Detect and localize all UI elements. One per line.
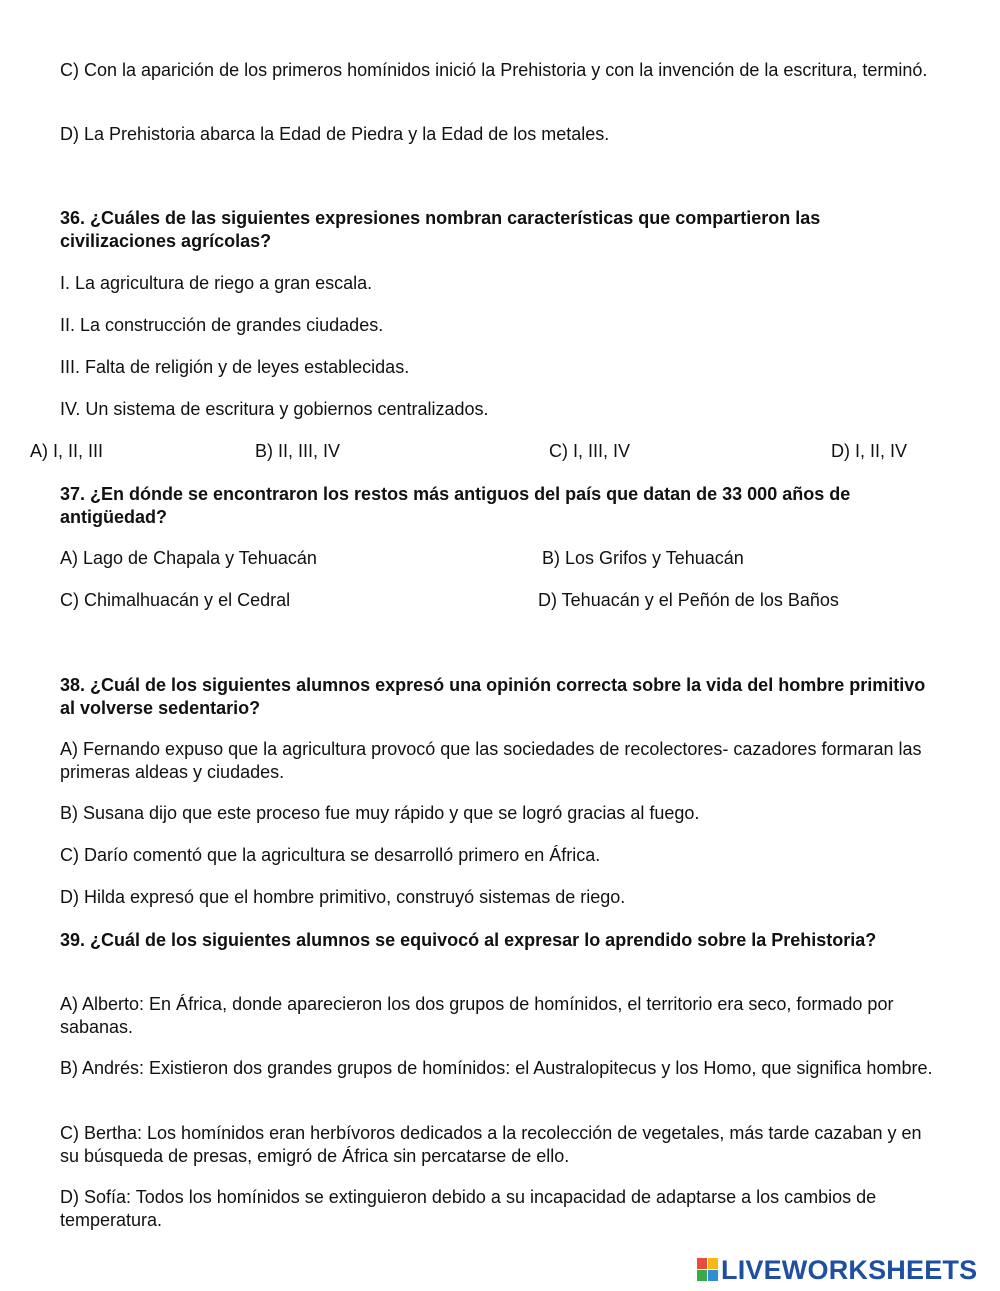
q39-option-a[interactable]: A) Alberto: En África, donde aparecieron los dos grupos de homínidos, el territorio era seco, formado por sabanas. bbox=[60, 994, 894, 1037]
question-36-title: 36. ¿Cuáles de las siguientes expresiones nombran características que compartieron las civilizaciones agrícolas? bbox=[60, 208, 821, 251]
q38-option-b[interactable]: B) Susana dijo que este proceso fue muy rápido y que se logró gracias al fuego. bbox=[60, 803, 700, 823]
q37-option-b[interactable]: B) Los Grifos y Tehuacán bbox=[542, 548, 744, 568]
q37-option-c[interactable]: C) Chimalhuacán y el Cedral bbox=[60, 590, 291, 610]
q39-option-d[interactable]: D) Sofía: Todos los homínidos se extinguieron debido a su incapacidad de adaptarse a los cambios de temperatura. bbox=[60, 1187, 877, 1230]
q36-answer-d[interactable]: D) I, II, IV bbox=[831, 441, 908, 461]
prev-option-c: C) Con la aparición de los primeros homínidos inició la Prehistoria y con la invención de la escritura, terminó. bbox=[60, 60, 928, 80]
q36-answer-a[interactable]: A) I, II, III bbox=[30, 441, 104, 461]
logo-blocks-icon bbox=[697, 1258, 719, 1282]
q38-option-a[interactable]: A) Fernando expuso que la agricultura provocó que las sociedades de recolectores- cazadores formaran las primeras aldeas y ciudades. bbox=[60, 739, 922, 782]
question-38-title: 38. ¿Cuál de los siguientes alumnos expresó una opinión correcta sobre la vida del hombre primitivo al volverse sedentario? bbox=[60, 675, 926, 718]
question-37-title: 37. ¿En dónde se encontraron los restos más antiguos del país que datan de 33 000 años de antigüedad? bbox=[60, 484, 851, 527]
q36-statement-4: IV. Un sistema de escritura y gobiernos centralizados. bbox=[60, 399, 489, 419]
logo-text: LIVEWORKSHEETS bbox=[721, 1255, 978, 1285]
prev-option-d: D) La Prehistoria abarca la Edad de Piedra y la Edad de los metales. bbox=[60, 124, 610, 144]
q36-statement-3: III. Falta de religión y de leyes establecidas. bbox=[60, 357, 410, 377]
q37-option-d[interactable]: D) Tehuacán y el Peñón de los Baños bbox=[538, 590, 839, 610]
q39-option-b[interactable]: B) Andrés: Existieron dos grandes grupos de homínidos: el Australopitecus y los Homo, que significa hombre. bbox=[60, 1058, 933, 1078]
q36-answer-row bbox=[0, 440, 1000, 463]
q37-option-a[interactable]: A) Lago de Chapala y Tehuacán bbox=[60, 548, 317, 568]
question-39-title: 39. ¿Cuál de los siguientes alumnos se equivocó al expresar lo aprendido sobre la Prehistoria? bbox=[60, 930, 877, 950]
q38-option-d[interactable]: D) Hilda expresó que el hombre primitivo, construyó sistemas de riego. bbox=[60, 887, 626, 907]
q36-statement-2: II. La construcción de grandes ciudades. bbox=[60, 315, 384, 335]
q36-answer-c[interactable]: C) I, III, IV bbox=[549, 441, 631, 461]
q37-options-row-2 bbox=[0, 589, 1000, 612]
liveworksheets-logo bbox=[697, 1255, 997, 1285]
q38-option-c[interactable]: C) Darío comentó que la agricultura se desarrolló primero en África. bbox=[60, 845, 601, 865]
q39-option-c[interactable]: C) Bertha: Los homínidos eran herbívoros dedicados a la recolección de vegetales, más tarde cazaban y en su búsqueda de presas, emigró de África sin percatarse de ello. bbox=[60, 1123, 922, 1166]
q36-statement-1: I. La agricultura de riego a gran escala. bbox=[60, 273, 373, 293]
q36-answer-b[interactable]: B) II, III, IV bbox=[255, 441, 341, 461]
q37-options-row-1 bbox=[0, 547, 1000, 570]
